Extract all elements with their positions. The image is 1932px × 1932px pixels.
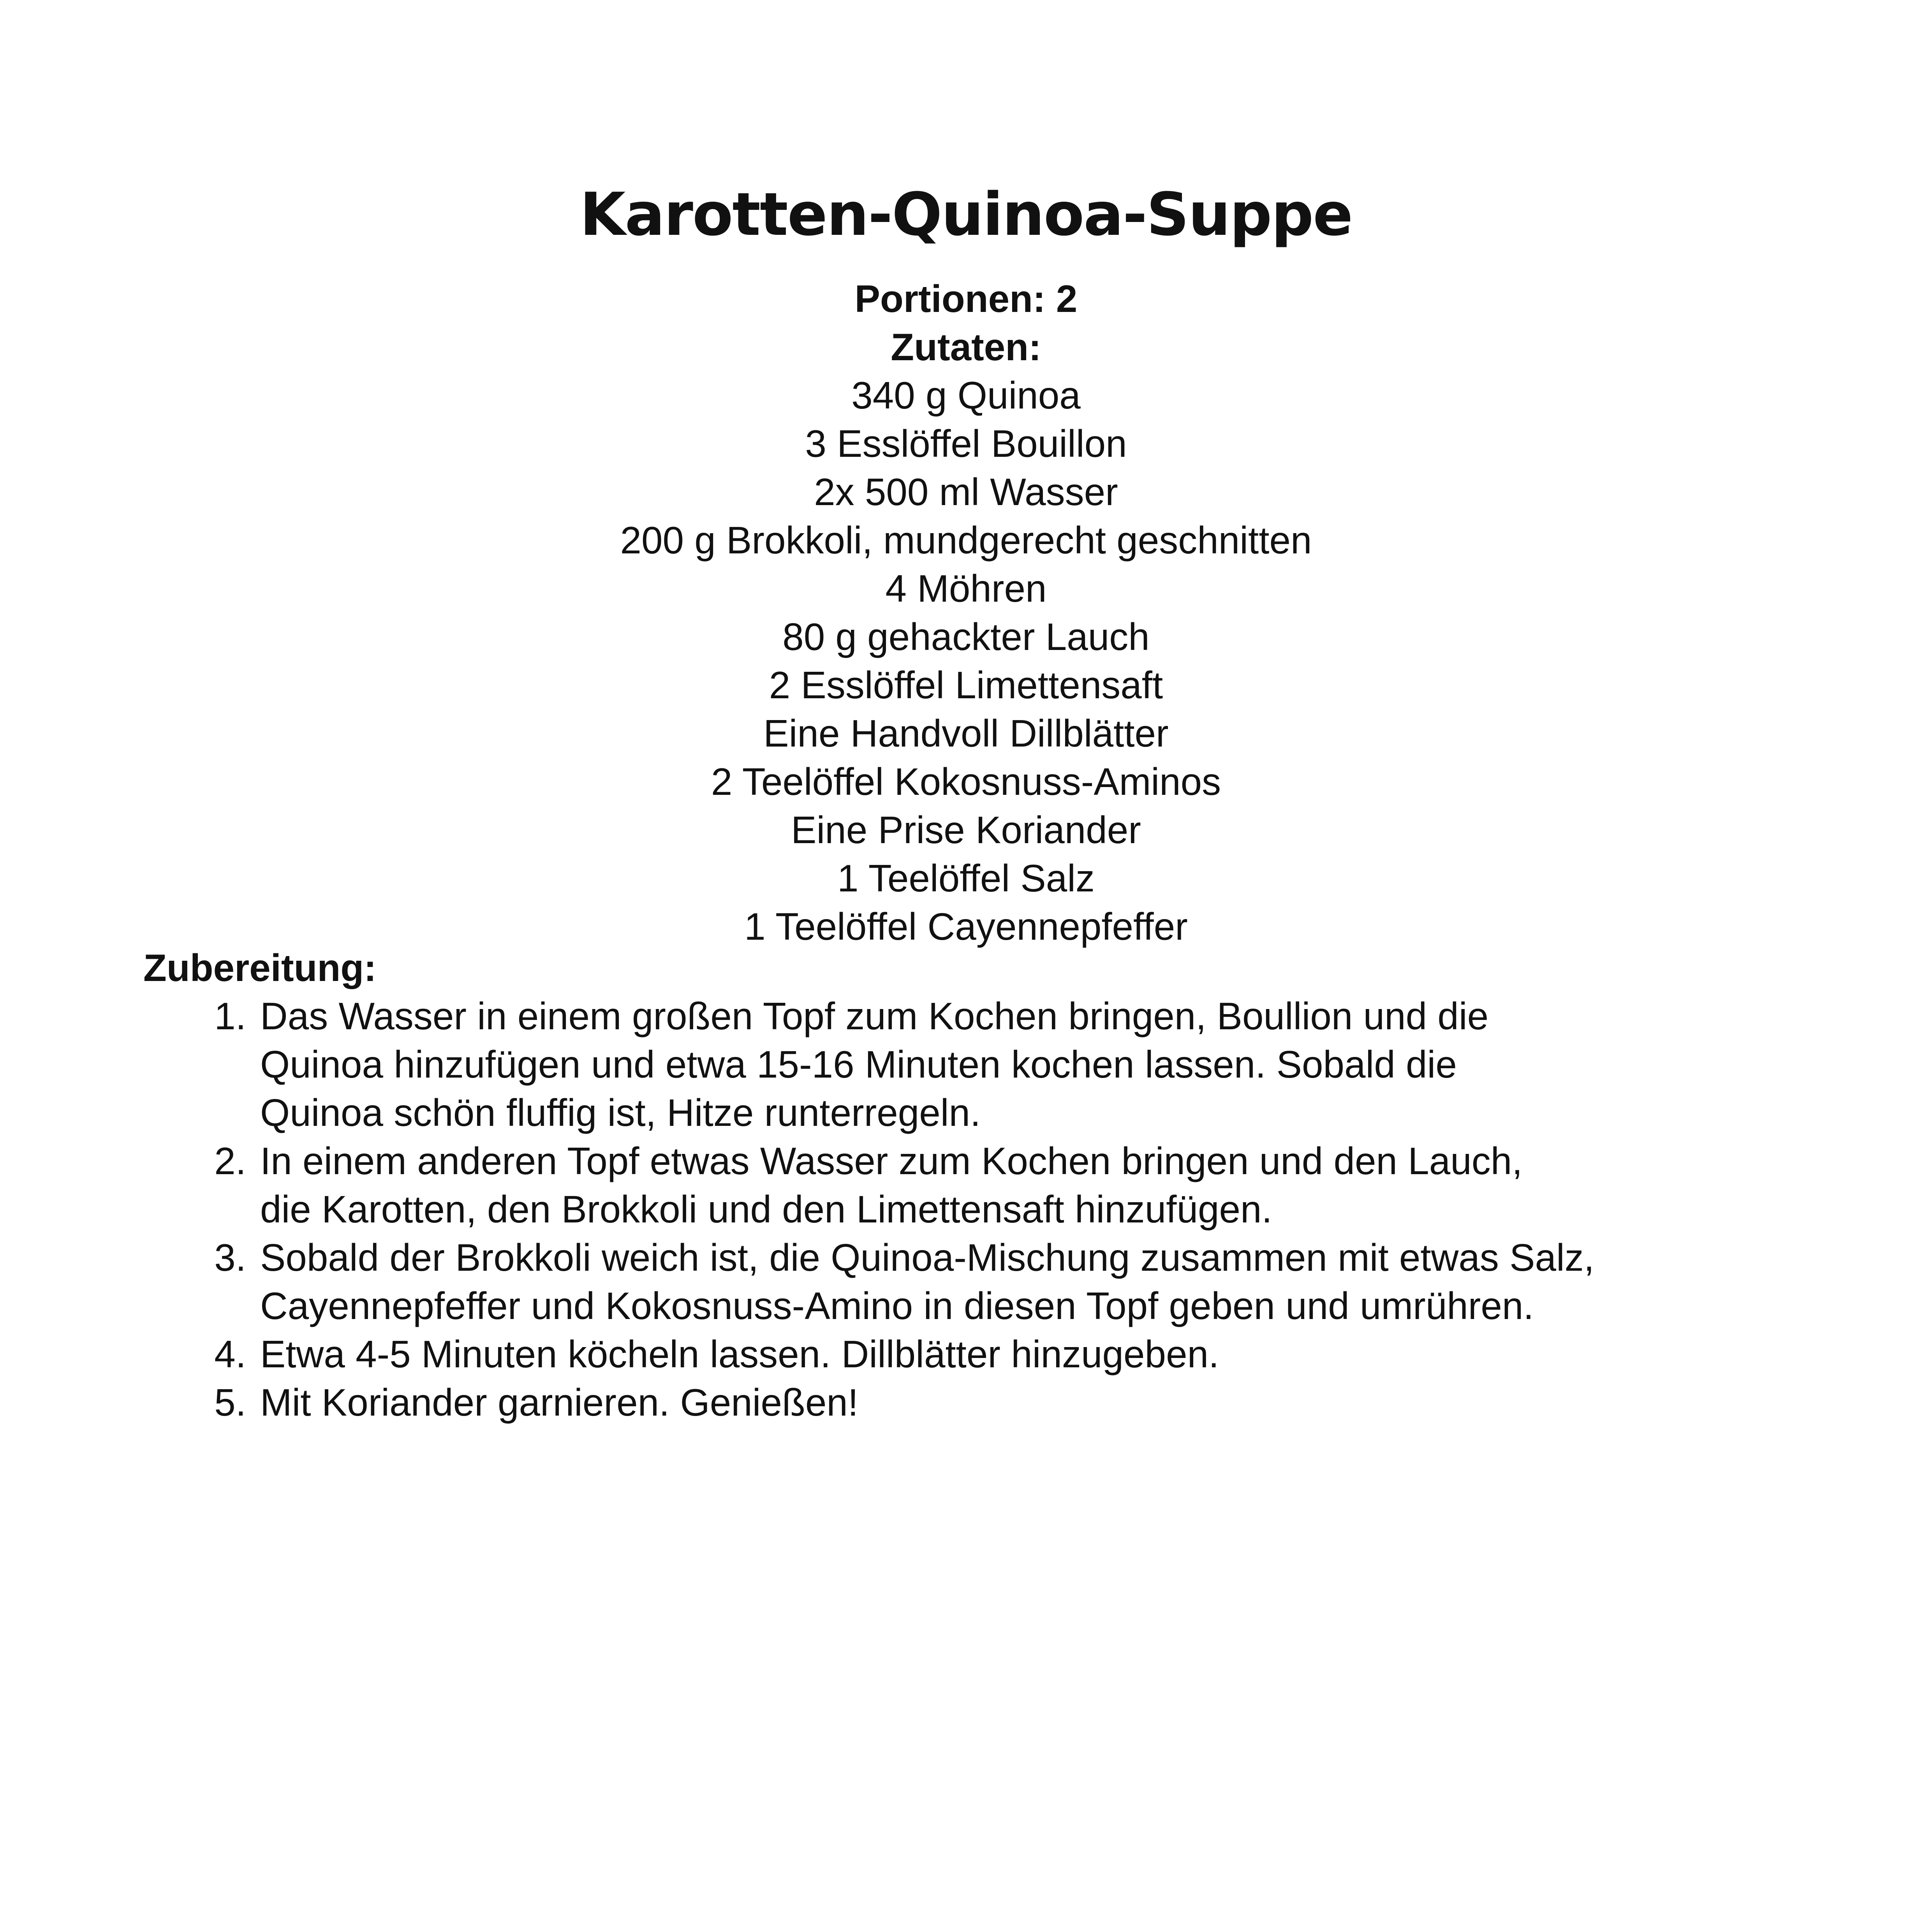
step-line: Sobald der Brokkoli weich ist, die Quinoa-Mischung zusammen mit etwas Salz, xyxy=(260,1236,1595,1279)
step-number: 4. xyxy=(214,1333,246,1375)
ingredient-item: 2 Teelöffel Kokosnuss-Aminos xyxy=(711,760,1221,803)
recipe-header-block xyxy=(0,275,1932,951)
ingredient-item: 1 Teelöffel Cayennepfeffer xyxy=(744,905,1188,948)
ingredient-item: 2x 500 ml Wasser xyxy=(814,470,1118,513)
step-line: Cayennepfeffer und Kokosnuss-Amino in diesen Topf geben und umrühren. xyxy=(260,1284,1534,1327)
step-text xyxy=(260,1137,1818,1233)
step-line: Etwa 4-5 Minuten köcheln lassen. Dillblätter hinzugeben. xyxy=(260,1333,1219,1375)
step-item xyxy=(143,1233,1818,1330)
step-line: Quinoa schön fluffig ist, Hitze runterregeln. xyxy=(260,1091,981,1134)
step-line: die Karotten, den Brokkoli und den Limettensaft hinzufügen. xyxy=(260,1188,1272,1231)
step-number: 2. xyxy=(214,1139,246,1182)
step-number: 3. xyxy=(214,1236,246,1279)
ingredient-item: 3 Esslöffel Bouillon xyxy=(805,422,1127,465)
ingredient-item: Eine Prise Koriander xyxy=(791,808,1141,851)
ingredient-item: 4 Möhren xyxy=(885,567,1047,610)
ingredients-list xyxy=(0,371,1932,951)
preparation-steps xyxy=(143,992,1818,1427)
ingredient-item: 80 g gehackter Lauch xyxy=(782,615,1150,658)
step-number: 1. xyxy=(214,995,246,1037)
step-item xyxy=(143,992,1818,1137)
step-item xyxy=(143,1378,1818,1427)
step-line: Quinoa hinzufügen und etwa 15-16 Minuten kochen lassen. Sobald die xyxy=(260,1043,1457,1086)
ingredient-item: 200 g Brokkoli, mundgerecht geschnitten xyxy=(620,519,1312,562)
ingredient-item: 1 Teelöffel Salz xyxy=(837,857,1095,900)
step-text xyxy=(260,1378,1818,1427)
ingredients-heading: Zutaten: xyxy=(891,326,1041,368)
ingredient-item: 2 Esslöffel Limettensaft xyxy=(769,664,1163,706)
step-item xyxy=(143,1330,1818,1378)
ingredient-item: Eine Handvoll Dillblätter xyxy=(763,712,1169,755)
recipe-title: Karotten-Quinoa-Suppe xyxy=(579,180,1353,249)
ingredient-item: 340 g Quinoa xyxy=(851,374,1081,417)
step-text xyxy=(260,1330,1818,1378)
step-line: Das Wasser in einem großen Topf zum Kochen bringen, Boullion und die xyxy=(260,995,1489,1037)
servings-label: Portionen: 2 xyxy=(854,277,1078,320)
step-line: Mit Koriander garnieren. Genießen! xyxy=(260,1381,859,1424)
step-number: 5. xyxy=(214,1381,246,1424)
preparation-heading: Zubereitung: xyxy=(143,946,377,989)
step-text xyxy=(260,1233,1818,1330)
step-item xyxy=(143,1137,1818,1233)
step-line: In einem anderen Topf etwas Wasser zum Kochen bringen und den Lauch, xyxy=(260,1139,1523,1182)
step-text xyxy=(260,992,1818,1137)
